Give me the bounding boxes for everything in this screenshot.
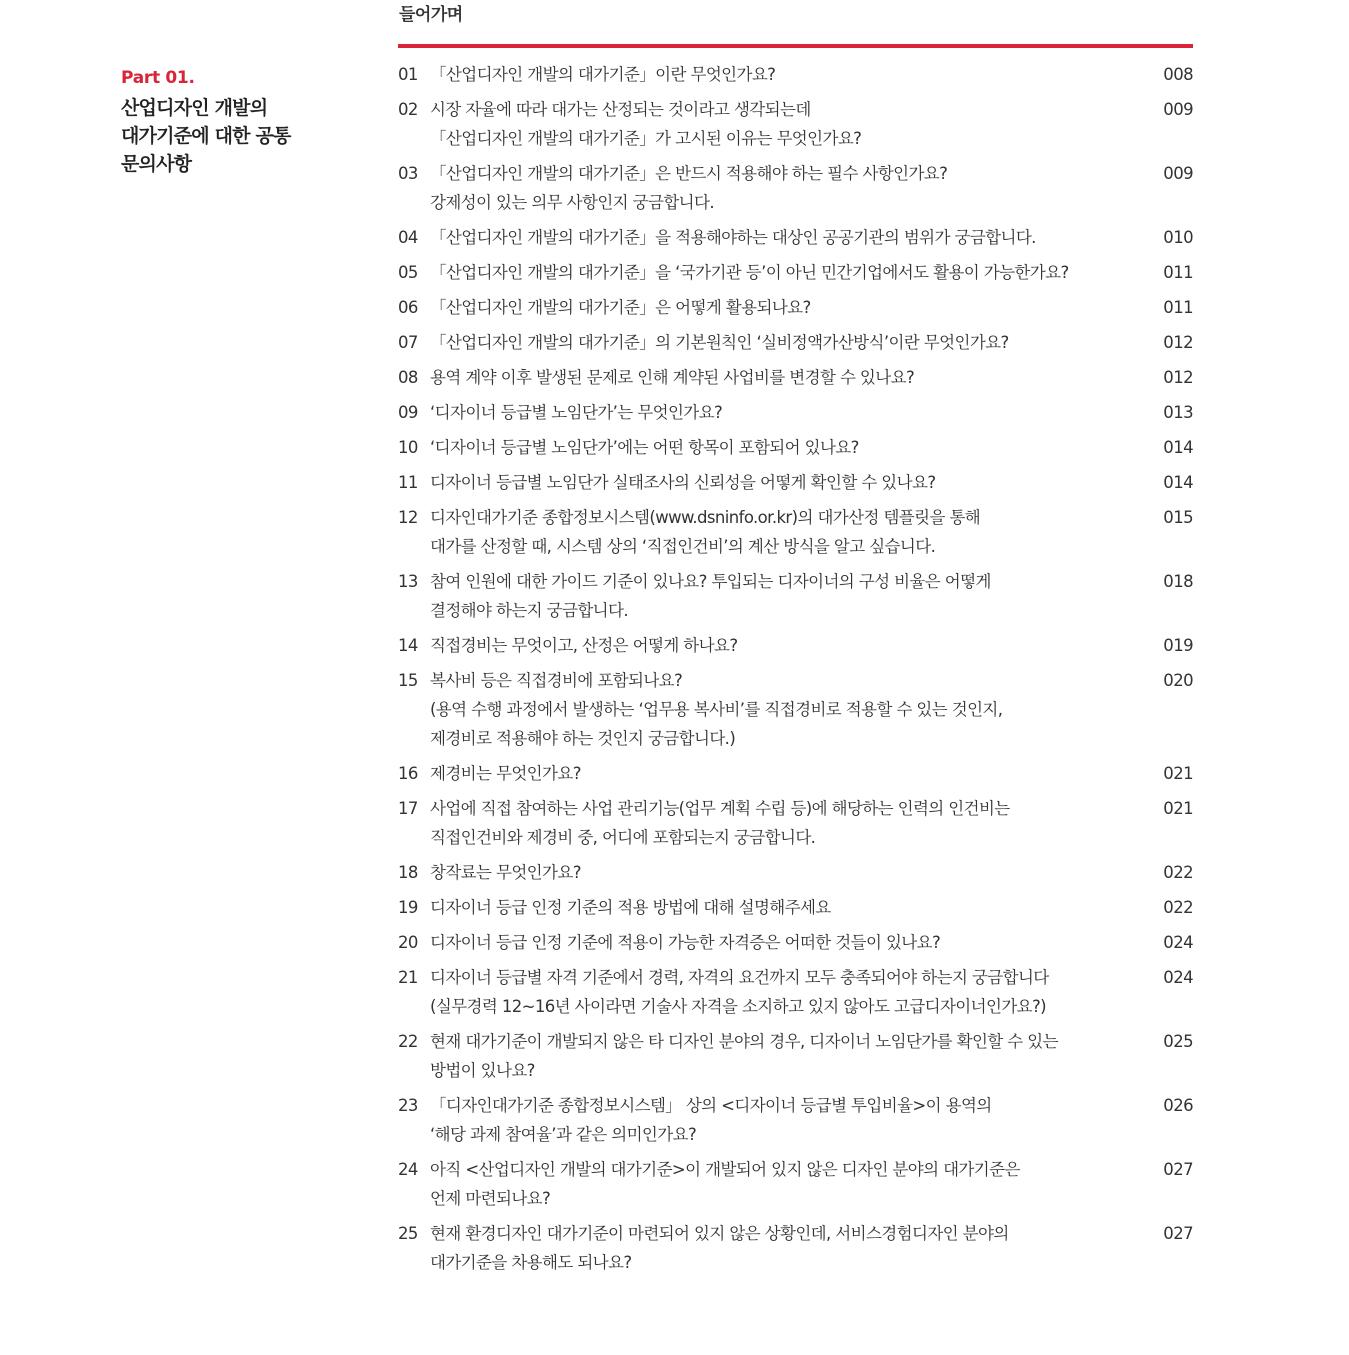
toc-item-19[interactable] (398, 893, 1193, 922)
toc-item-07[interactable] (398, 328, 1193, 357)
toc-question: 「산업디자인 개발의 대가기준」의 기본원칙인 ‘실비정액가산방식’이란 무엇인가요? (430, 333, 1009, 352)
toc-item-24[interactable] (398, 1155, 1193, 1213)
toc-question: 디자이너 등급별 자격 기준에서 경력, 자격의 요건까지 모두 충족되어야 하는지 궁금합니다 (실무경력 12~16년 사이라면 기술사 자격을 소지하고 있지 않아도 고급디자이너인가요?) (430, 968, 1049, 1016)
toc-question: 참여 인원에 대한 가이드 기준이 있나요? 투입되는 디자이너의 구성 비율은 어떻게 결정해야 하는지 궁금합니다. (430, 572, 991, 620)
toc-page-number: 013 (1163, 403, 1193, 422)
toc-page-number: 020 (1163, 671, 1193, 690)
toc-page-number: 024 (1163, 933, 1193, 952)
toc-question: 「디자인대가기준 종합정보시스템」 상의 <디자이너 등급별 투입비율>이 용역의 ‘해당 과제 참여율’과 같은 의미인가요? (430, 1096, 992, 1144)
toc-number: 08 (398, 368, 418, 387)
toc-question: 제경비는 무엇인가요? (430, 764, 581, 783)
toc-question: 디자이너 등급별 노임단가 실태조사의 신뢰성을 어떻게 확인할 수 있나요? (430, 473, 936, 492)
toc-item-01[interactable] (398, 60, 1193, 89)
part-block (121, 68, 341, 178)
toc-number: 02 (398, 100, 418, 119)
toc-page-number: 010 (1163, 228, 1193, 247)
toc-question: 「산업디자인 개발의 대가기준」이란 무엇인가요? (430, 65, 776, 84)
toc-item-11[interactable] (398, 468, 1193, 497)
toc-item-17[interactable] (398, 794, 1193, 852)
toc-item-21[interactable] (398, 963, 1193, 1021)
toc-item-12[interactable] (398, 503, 1193, 561)
toc-question: 「산업디자인 개발의 대가기준」을 ‘국가기관 등’이 아닌 민간기업에서도 활용이 가능한가요? (430, 263, 1069, 282)
toc-page-number: 012 (1163, 368, 1193, 387)
toc-question: 「산업디자인 개발의 대가기준」은 반드시 적용해야 하는 필수 사항인가요? 강제성이 있는 의무 사항인지 궁금합니다. (430, 164, 948, 212)
toc-question: 「산업디자인 개발의 대가기준」을 적용해야하는 대상인 공공기관의 범위가 궁금합니다. (430, 228, 1036, 247)
toc-item-10[interactable] (398, 433, 1193, 462)
part-title: 산업디자인 개발의 대가기준에 대한 공통 문의사항 (121, 97, 291, 175)
toc-number: 03 (398, 164, 418, 183)
toc-number: 01 (398, 65, 418, 84)
toc-number: 20 (398, 933, 418, 952)
toc-question: 디자인대가기준 종합정보시스템(www.dsninfo.or.kr)의 대가산정 템플릿을 통해 대가를 산정할 때, 시스템 상의 ‘직접인건비’의 계산 방식을 알고 싶습니다. (430, 508, 981, 556)
toc-number: 06 (398, 298, 418, 317)
toc-page-number: 015 (1163, 508, 1193, 527)
toc-page-number: 019 (1163, 636, 1193, 655)
red-divider-rule (398, 44, 1193, 48)
toc-number: 15 (398, 671, 418, 690)
toc-item-02[interactable] (398, 95, 1193, 153)
toc-number: 13 (398, 572, 418, 591)
toc-page-number: 008 (1163, 65, 1193, 84)
toc-page-number: 009 (1163, 164, 1193, 183)
toc-question: 디자이너 등급 인정 기준에 적용이 가능한 자격증은 어떠한 것들이 있나요? (430, 933, 941, 952)
toc-question: ‘디자이너 등급별 노임단가’에는 어떤 항목이 포함되어 있나요? (430, 438, 859, 457)
toc-item-09[interactable] (398, 398, 1193, 427)
toc-page-number: 027 (1163, 1224, 1193, 1243)
table-of-contents (398, 60, 1193, 1283)
toc-page-number: 018 (1163, 572, 1193, 591)
toc-number: 16 (398, 764, 418, 783)
toc-item-04[interactable] (398, 223, 1193, 252)
toc-question: 「산업디자인 개발의 대가기준」은 어떻게 활용되나요? (430, 298, 811, 317)
toc-question: 아직 <산업디자인 개발의 대가기준>이 개발되어 있지 않은 디자인 분야의 대가기준은 언제 마련되나요? (430, 1160, 1020, 1208)
toc-number: 17 (398, 799, 418, 818)
toc-page-number: 026 (1163, 1096, 1193, 1115)
toc-number: 14 (398, 636, 418, 655)
toc-number: 21 (398, 968, 418, 987)
toc-question: 복사비 등은 직접경비에 포함되나요? (용역 수행 과정에서 발생하는 ‘업무용 복사비’를 직접경비로 적용할 수 있는 것인지, 제경비로 적용해야 하는 것인지 궁금합니다.) (430, 671, 1003, 748)
toc-item-05[interactable] (398, 258, 1193, 287)
toc-item-06[interactable] (398, 293, 1193, 322)
toc-number: 10 (398, 438, 418, 457)
toc-number: 19 (398, 898, 418, 917)
toc-number: 22 (398, 1032, 418, 1051)
toc-item-03[interactable] (398, 159, 1193, 217)
toc-item-23[interactable] (398, 1091, 1193, 1149)
toc-item-15[interactable] (398, 666, 1193, 753)
toc-item-20[interactable] (398, 928, 1193, 957)
toc-page-number: 027 (1163, 1160, 1193, 1179)
toc-page-number: 021 (1163, 799, 1193, 818)
toc-item-13[interactable] (398, 567, 1193, 625)
toc-page-number: 022 (1163, 898, 1193, 917)
toc-question: 현재 환경디자인 대가기준이 마련되어 있지 않은 상황인데, 서비스경험디자인 분야의 대가기준을 차용해도 되나요? (430, 1224, 1009, 1272)
toc-question: 디자이너 등급 인정 기준의 적용 방법에 대해 설명해주세요 (430, 898, 831, 917)
toc-number: 09 (398, 403, 418, 422)
toc-question: 창작료는 무엇인가요? (430, 863, 581, 882)
toc-item-16[interactable] (398, 759, 1193, 788)
toc-number: 23 (398, 1096, 418, 1115)
toc-item-08[interactable] (398, 363, 1193, 392)
toc-question: 사업에 직접 참여하는 사업 관리기능(업무 계획 수립 등)에 해당하는 인력의 인건비는 직접인건비와 제경비 중, 어디에 포함되는지 궁금합니다. (430, 799, 1010, 847)
toc-page-number: 021 (1163, 764, 1193, 783)
toc-page-number: 012 (1163, 333, 1193, 352)
toc-number: 11 (398, 473, 418, 492)
toc-question: 현재 대가기준이 개발되지 않은 타 디자인 분야의 경우, 디자이너 노임단가를 확인할 수 있는 방법이 있나요? (430, 1032, 1058, 1080)
part-label: Part 01. (121, 68, 195, 88)
toc-page-number: 011 (1163, 263, 1193, 282)
toc-page-number: 025 (1163, 1032, 1193, 1051)
toc-question: 시장 자율에 따라 대가는 산정되는 것이라고 생각되는데 「산업디자인 개발의 대가기준」가 고시된 이유는 무엇인가요? (430, 100, 862, 148)
toc-question: 용역 계약 이후 발생된 문제로 인해 계약된 사업비를 변경할 수 있나요? (430, 368, 915, 387)
toc-item-22[interactable] (398, 1027, 1193, 1085)
toc-item-18[interactable] (398, 858, 1193, 887)
toc-page-number: 022 (1163, 863, 1193, 882)
toc-number: 05 (398, 263, 418, 282)
toc-page-number: 024 (1163, 968, 1193, 987)
toc-number: 04 (398, 228, 418, 247)
toc-question: ‘디자이너 등급별 노임단가’는 무엇인가요? (430, 403, 723, 422)
toc-page-number: 009 (1163, 100, 1193, 119)
toc-question: 직접경비는 무엇이고, 산정은 어떻게 하나요? (430, 636, 738, 655)
toc-number: 18 (398, 863, 418, 882)
toc-number: 25 (398, 1224, 418, 1243)
toc-number: 07 (398, 333, 418, 352)
toc-item-25[interactable] (398, 1219, 1193, 1277)
section-heading-intro: 들어가며 (399, 5, 463, 25)
toc-number: 24 (398, 1160, 418, 1179)
toc-page-number: 014 (1163, 473, 1193, 492)
toc-page-number: 014 (1163, 438, 1193, 457)
toc-page-number: 011 (1163, 298, 1193, 317)
toc-number: 12 (398, 508, 418, 527)
toc-item-14[interactable] (398, 631, 1193, 660)
